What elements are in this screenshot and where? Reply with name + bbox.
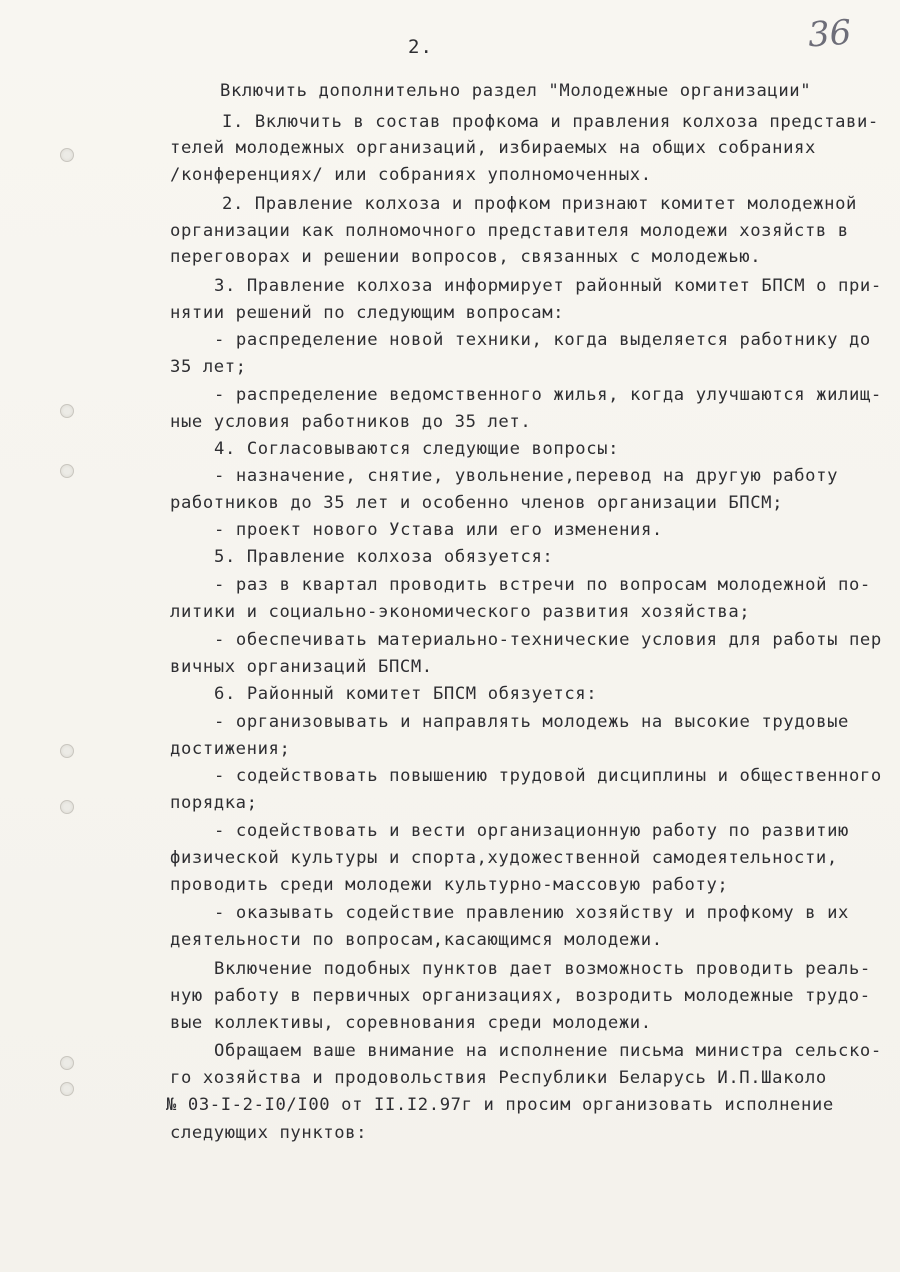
text-line: телей молодежных организаций, избираемых на общих собраниях <box>170 138 816 158</box>
text-line: деятельности по вопросам,касающимся молодежи. <box>170 930 663 950</box>
text-line: 4. Согласовываются следующие вопросы: <box>214 439 620 459</box>
text-line: физической культуры и спорта,художественной самодеятельности, <box>170 848 838 868</box>
text-line: 5. Правление колхоза обязуется: <box>214 547 554 567</box>
text-line: 35 лет; <box>170 357 247 377</box>
text-line: ные условия работников до 35 лет. <box>170 412 532 432</box>
text-line: го хозяйства и продовольствия Республики Беларусь И.П.Шаколо <box>170 1068 827 1088</box>
punch-hole-icon <box>60 744 74 758</box>
text-line: - оказывать содействие правлению хозяйству и профкому в их <box>214 903 849 923</box>
punch-hole-icon <box>60 464 74 478</box>
punch-hole-icon <box>60 148 74 162</box>
text-line: - распределение новой техники, когда выделяется работнику до <box>214 330 871 350</box>
text-line: нятии решений по следующим вопросам: <box>170 303 565 323</box>
text-line: - назначение, снятие, увольнение,перевод на другую работу <box>214 466 839 486</box>
text-line: 3. Правление колхоза информирует районный комитет БПСМ о при- <box>214 276 882 296</box>
text-line: - раз в квартал проводить встречи по вопросам молодежной по- <box>214 575 871 595</box>
text-line: 6. Районный комитет БПСМ обязуется: <box>214 684 598 704</box>
archive-sheet-number: 36 <box>806 12 853 56</box>
punch-hole-icon <box>60 800 74 814</box>
text-line: переговорах и решении вопросов, связанных с молодежью. <box>170 247 762 267</box>
text-line: - содействовать повышению трудовой дисциплины и общественного <box>214 766 882 786</box>
text-line: ную работу в первичных организациях, возродить молодежные трудо- <box>170 986 871 1006</box>
text-line: - обеспечивать материально-технические условия для работы пер <box>214 630 882 650</box>
punch-hole-icon <box>60 404 74 418</box>
text-line: I. Включить в состав профкома и правления колхоза представи- <box>222 112 879 132</box>
text-line: организации как полномочного представителя молодежи хозяйств в <box>170 221 849 241</box>
text-line: работников до 35 лет и особенно членов организации БПСМ; <box>170 493 784 513</box>
text-line: достижения; <box>170 739 291 759</box>
page-number: 2. <box>408 36 433 58</box>
punch-hole-icon <box>60 1056 74 1070</box>
text-line: - организовывать и направлять молодежь на высокие трудовые <box>214 712 849 732</box>
text-line: вые коллективы, соревнования среди молодежи. <box>170 1013 652 1033</box>
text-line: 2. Правление колхоза и профком признают комитет молодежной <box>222 194 857 214</box>
text-line: Включить дополнительно раздел "Молодежные организации" <box>220 81 812 101</box>
text-line: /конференциях/ или собраниях уполномоченных. <box>170 165 652 185</box>
text-line: Включение подобных пунктов дает возможность проводить реаль- <box>214 959 871 979</box>
text-line: проводить среди молодежи культурно-массовую работу; <box>170 875 729 895</box>
text-line: - содействовать и вести организационную работу по развитию <box>214 821 849 841</box>
text-line: - распределение ведомственного жилья, когда улучшаются жилищ- <box>214 385 882 405</box>
text-line: Обращаем ваше внимание на исполнение письма министра сельско- <box>214 1041 882 1061</box>
text-line: - проект нового Устава или его изменения. <box>214 520 663 540</box>
text-line: порядка; <box>170 793 258 813</box>
punch-hole-icon <box>60 1082 74 1096</box>
text-line: следующих пунктов: <box>170 1123 368 1143</box>
text-line: № 03-I-2-I0/I00 от II.I2.97г и просим организовать исполнение <box>166 1095 834 1115</box>
text-line: литики и социально-экономического развития хозяйства; <box>170 602 751 622</box>
text-line: вичных организаций БПСМ. <box>170 657 433 677</box>
